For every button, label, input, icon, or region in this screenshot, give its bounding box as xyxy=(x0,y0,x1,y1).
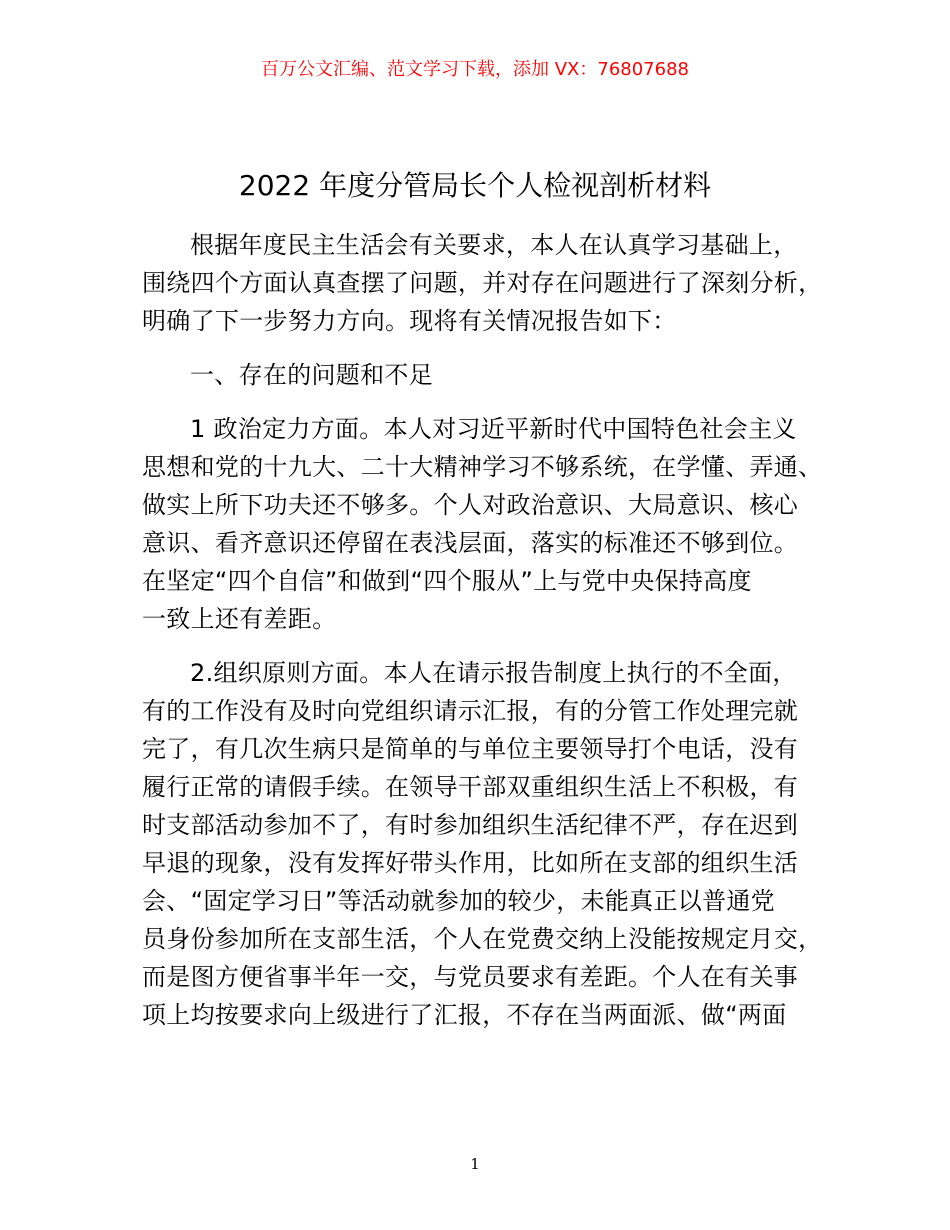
paragraph-line: 会、“固定学习日”等活动就参加的较少，未能真正以普通党 xyxy=(142,887,775,915)
document-body xyxy=(142,226,832,1034)
paragraph-line: 2.组织原则方面。本人在请示报告制度上执行的不全面， xyxy=(190,659,797,687)
paragraph-line: 早退的现象，没有发挥好带头作用，比如所在支部的组织生活 xyxy=(142,849,799,877)
paragraph-line: 在坚定“四个自信”和做到“四个服从”上与党中央保持高度 xyxy=(142,567,752,595)
paragraph-line: 思想和党的十九大、二十大精神学习不够系统，在学懂、弄通、 xyxy=(142,453,823,481)
watermark-header-note: 百万公文汇编、范文学习下载，添加 VX：76807688 xyxy=(261,59,689,80)
paragraph-line: 围绕四个方面认真查摆了问题，并对存在问题进行了深刻分析， xyxy=(142,269,823,297)
paragraph-line: 1 政治定力方面。本人对习近平新时代中国特色社会主义 xyxy=(190,415,797,443)
paragraph-line: 一致上还有差距。 xyxy=(142,605,337,633)
paragraph-line: 意识、看齐意识还停留在表浅层面，落实的标准还不够到位。 xyxy=(142,529,799,557)
paragraph-line: 完了，有几次生病只是简单的与单位主要领导打个电话，没有 xyxy=(142,735,799,763)
paragraph-line: 员身份参加所在支部生活，个人在党费交纳上没能按规定月交， xyxy=(142,925,823,953)
paragraph-line: 履行正常的请假手续。在领导干部双重组织生活上不积极，有 xyxy=(142,773,799,801)
paragraph-line: 项上均按要求向上级进行了汇报，不存在当两面派、做“两面 xyxy=(142,1001,787,1029)
document-title: 2022 年度分管局长个人检视剖析材料 xyxy=(238,169,712,202)
section-heading: 一、存在的问题和不足 xyxy=(190,361,433,389)
page-number: 1 xyxy=(470,1155,480,1173)
paragraph-line: 而是图方便省事半年一交，与党员要求有差距。个人在有关事 xyxy=(142,963,799,991)
paragraph-line: 时支部活动参加不了，有时参加组织生活纪律不严，存在迟到 xyxy=(142,811,799,839)
paragraph-line: 做实上所下功夫还不够多。个人对政治意识、大局意识、核心 xyxy=(142,491,799,519)
paragraph-line: 有的工作没有及时向党组织请示汇报，有的分管工作处理完就 xyxy=(142,697,799,725)
paragraph-line: 明确了下一步努力方向。现将有关情况报告如下： xyxy=(142,307,677,335)
paragraph-line: 根据年度民主生活会有关要求，本人在认真学习基础上， xyxy=(190,231,798,259)
